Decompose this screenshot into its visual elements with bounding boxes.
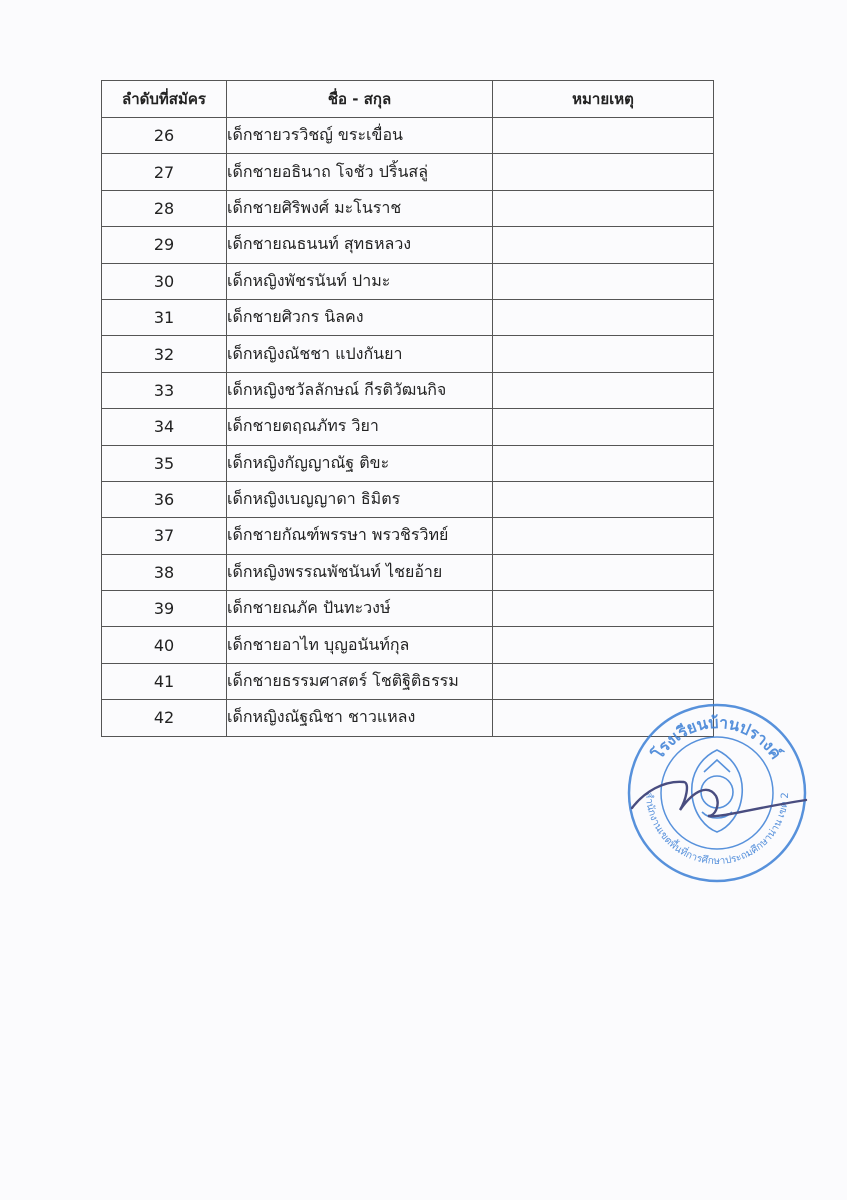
- table-row: [102, 227, 714, 263]
- row-number: 30: [102, 263, 227, 299]
- row-name: เด็กหญิงพัชรนันท์ ปามะ: [227, 263, 493, 299]
- table-row: [102, 591, 714, 627]
- row-remark: [493, 299, 714, 335]
- row-name: เด็กชายกัณฑ์พรรษา พรวชิรวิทย์: [227, 518, 493, 554]
- row-number: 31: [102, 299, 227, 335]
- table-row: [102, 190, 714, 226]
- row-number: 26: [102, 118, 227, 154]
- row-name: เด็กชายอาไท บุญอนันท์กุล: [227, 627, 493, 663]
- table-row: [102, 518, 714, 554]
- seal-bottom-text: สำนักงานเขตพื้นที่การศึกษาประถมศึกษาน่าน เขต 2: [642, 791, 792, 867]
- row-number: 29: [102, 227, 227, 263]
- applicant-table: [101, 80, 714, 737]
- row-name: เด็กหญิงณัชชา แปงกันยา: [227, 336, 493, 372]
- table-row: [102, 263, 714, 299]
- row-remark: [493, 554, 714, 590]
- row-number: 32: [102, 336, 227, 372]
- row-name: เด็กหญิงพรรณพัชนันท์ ไชยอ้าย: [227, 554, 493, 590]
- row-remark: [493, 627, 714, 663]
- row-remark: [493, 336, 714, 372]
- row-number: 35: [102, 445, 227, 481]
- row-number: 34: [102, 409, 227, 445]
- row-number: 33: [102, 372, 227, 408]
- table-row: [102, 118, 714, 154]
- row-number: 42: [102, 700, 227, 736]
- header-name: ชื่อ - สกุล: [227, 81, 493, 118]
- row-name: เด็กหญิงชวัลลักษณ์ กีรติวัฒนกิจ: [227, 372, 493, 408]
- row-number: 28: [102, 190, 227, 226]
- table-row: [102, 700, 714, 736]
- row-number: 36: [102, 481, 227, 517]
- row-remark: [493, 263, 714, 299]
- row-name: เด็กชายธรรมศาสตร์ โชติฐิติธรรม: [227, 663, 493, 699]
- table-row: [102, 154, 714, 190]
- row-remark: [493, 154, 714, 190]
- table-row: [102, 663, 714, 699]
- row-remark: [493, 591, 714, 627]
- row-name: เด็กชายศิริพงศ์ มะโนราช: [227, 190, 493, 226]
- table-header-row: [102, 81, 714, 118]
- row-name: เด็กชายอธินาถ โจชัว ปริ้นสลู่: [227, 154, 493, 190]
- table-row: [102, 481, 714, 517]
- row-remark: [493, 445, 714, 481]
- row-number: 41: [102, 663, 227, 699]
- row-name: เด็กหญิงกัญญาณัฐ ติขะ: [227, 445, 493, 481]
- table-row: [102, 445, 714, 481]
- row-number: 40: [102, 627, 227, 663]
- row-number: 39: [102, 591, 227, 627]
- row-name: เด็กชายวรวิชญ์ ขระเขื่อน: [227, 118, 493, 154]
- header-remark: หมายเหตุ: [493, 81, 714, 118]
- row-remark: [493, 118, 714, 154]
- table-row: [102, 372, 714, 408]
- header-order: ลำดับที่สมัคร: [102, 81, 227, 118]
- table-row: [102, 409, 714, 445]
- table-row: [102, 299, 714, 335]
- seal-top-text: โรงเรียนบ้านปรางค์: [648, 712, 786, 763]
- row-name: เด็กชายศิวกร นิลคง: [227, 299, 493, 335]
- row-name: เด็กชายณธนนท์ สุทธหลวง: [227, 227, 493, 263]
- school-seal-stamp: [624, 700, 810, 886]
- row-number: 37: [102, 518, 227, 554]
- row-remark: [493, 372, 714, 408]
- row-name: เด็กชายตฤณภัทร วิยา: [227, 409, 493, 445]
- table-row: [102, 336, 714, 372]
- table-body: [102, 118, 714, 737]
- table-row: [102, 554, 714, 590]
- row-number: 27: [102, 154, 227, 190]
- row-remark: [493, 663, 714, 699]
- row-remark: [493, 518, 714, 554]
- row-remark: [493, 409, 714, 445]
- row-name: เด็กชายณภัค ปันทะวงษ์: [227, 591, 493, 627]
- row-remark: [493, 227, 714, 263]
- row-name: เด็กหญิงณัฐณิชา ชาวแหลง: [227, 700, 493, 736]
- row-remark: [493, 190, 714, 226]
- table-row: [102, 627, 714, 663]
- row-remark: [493, 481, 714, 517]
- row-number: 38: [102, 554, 227, 590]
- row-name: เด็กหญิงเบญญาดา ธิมิตร: [227, 481, 493, 517]
